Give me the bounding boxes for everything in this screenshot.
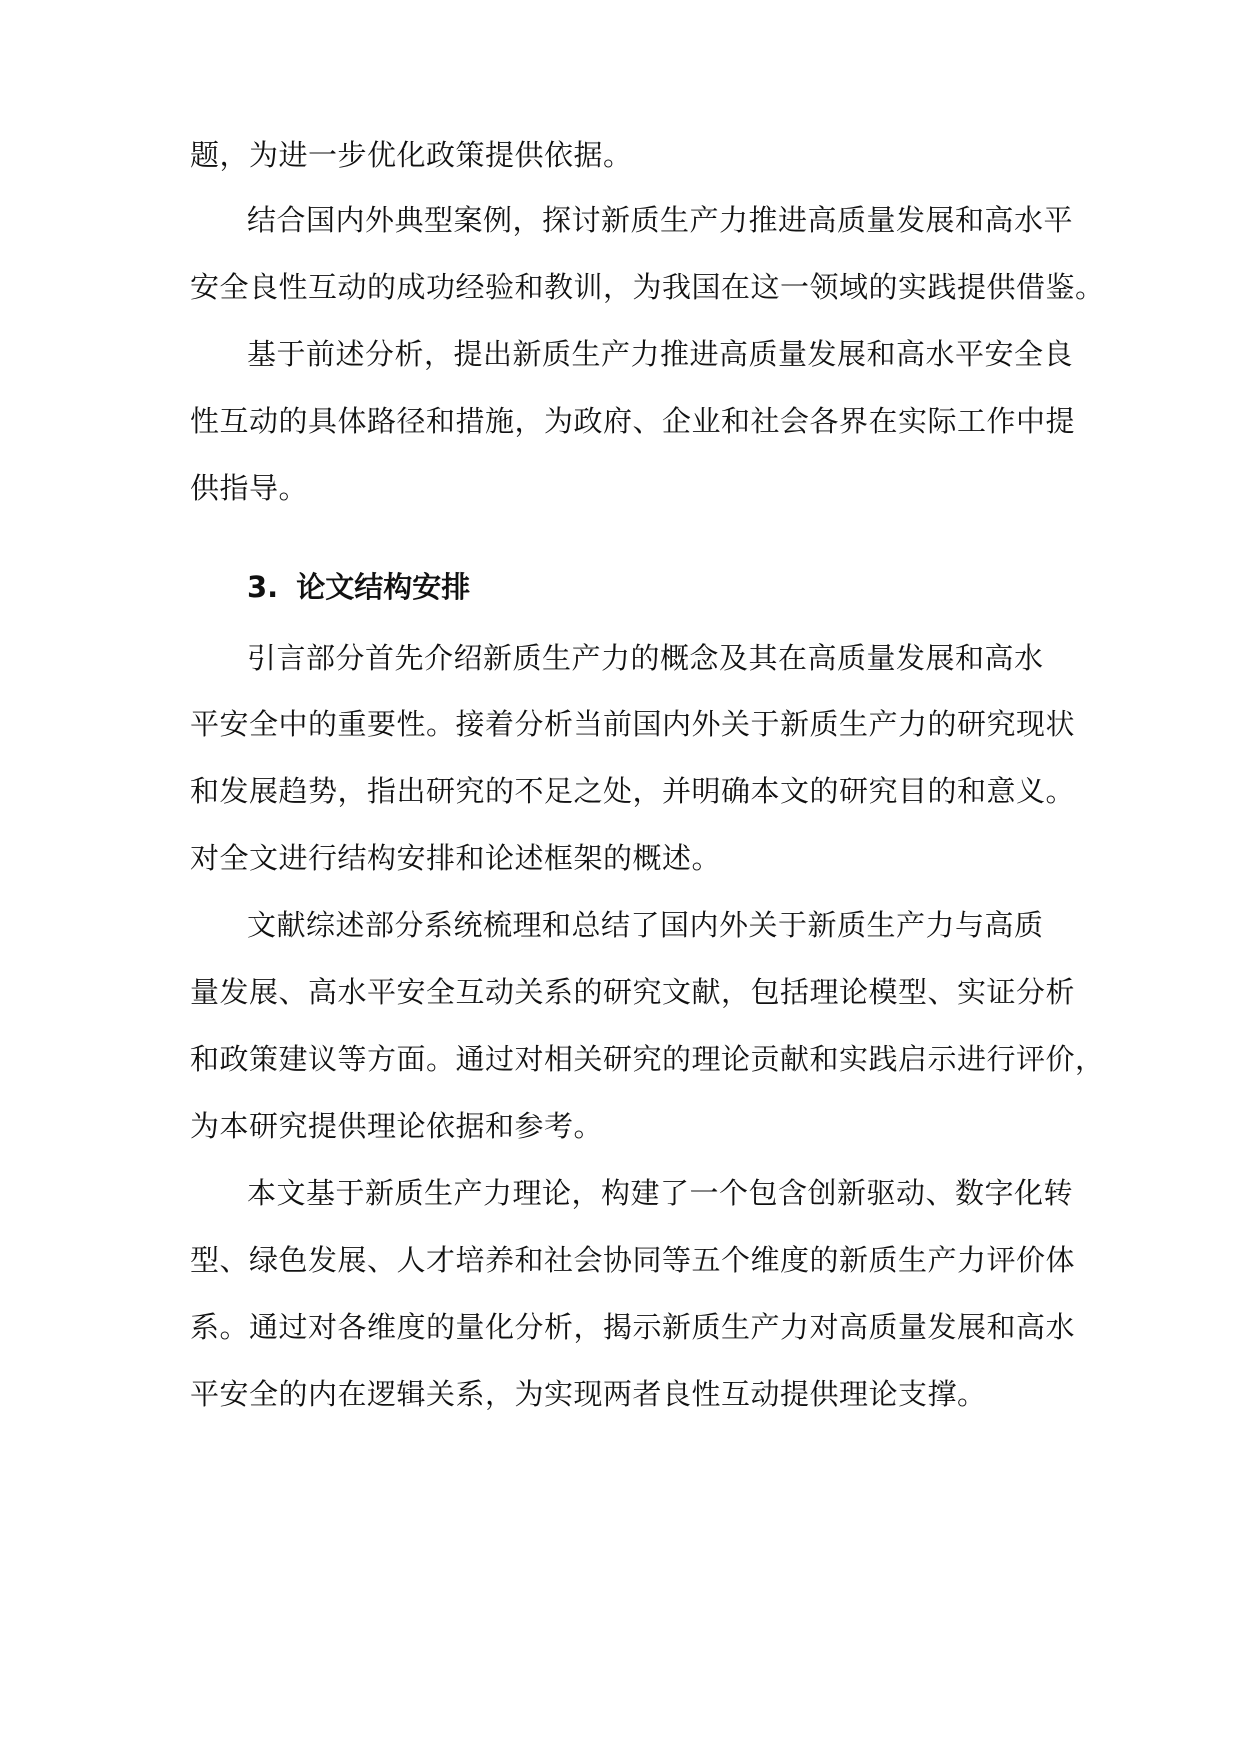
paragraph-line: 题，为进一步优化政策提供依据。: [190, 138, 633, 172]
paragraph-line: 性互动的具体路径和措施，为政府、企业和社会各界在实际工作中提: [190, 404, 1076, 438]
paragraph-line: 系。通过对各维度的量化分析，揭示新质生产力对高质量发展和高水: [190, 1310, 1076, 1344]
section-heading: [247, 569, 470, 605]
section-title: 论文结构安排: [296, 570, 471, 604]
paragraph-line: 和发展趋势，指出研究的不足之处，并明确本文的研究目的和意义。: [190, 774, 1076, 808]
paragraph-line: 引言部分首先介绍新质生产力的概念及其在高质量发展和高水: [247, 641, 1044, 675]
paragraph-line: 量发展、高水平安全互动关系的研究文献，包括理论模型、实证分析: [190, 975, 1076, 1009]
paragraph-line: 对全文进行结构安排和论述框架的概述。: [190, 841, 722, 875]
paragraph-line: 安全良性互动的成功经验和教训，为我国在这一领域的实践提供借鉴。: [190, 270, 1105, 304]
paragraph-line: 为本研究提供理论依据和参考。: [190, 1109, 604, 1143]
paragraph-line: 平安全中的重要性。接着分析当前国内外关于新质生产力的研究现状: [190, 707, 1076, 741]
paragraph-line: 供指导。: [190, 471, 309, 505]
section-number: 3.: [247, 570, 279, 604]
paragraph-line: 本文基于新质生产力理论，构建了一个包含创新驱动、数字化转: [247, 1176, 1074, 1210]
paragraph-line: 文献综述部分系统梳理和总结了国内外关于新质生产力与高质: [247, 908, 1044, 942]
paragraph-line: 型、绿色发展、人才培养和社会协同等五个维度的新质生产力评价体: [190, 1243, 1076, 1277]
paragraph-line: 和政策建议等方面。通过对相关研究的理论贡献和实践启示进行评价，: [190, 1042, 1105, 1076]
paragraph-line: 结合国内外典型案例，探讨新质生产力推进高质量发展和高水平: [247, 203, 1074, 237]
paragraph-line: 平安全的内在逻辑关系，为实现两者良性互动提供理论支撑。: [190, 1377, 987, 1411]
paragraph-line: 基于前述分析，提出新质生产力推进高质量发展和高水平安全良: [247, 337, 1074, 371]
